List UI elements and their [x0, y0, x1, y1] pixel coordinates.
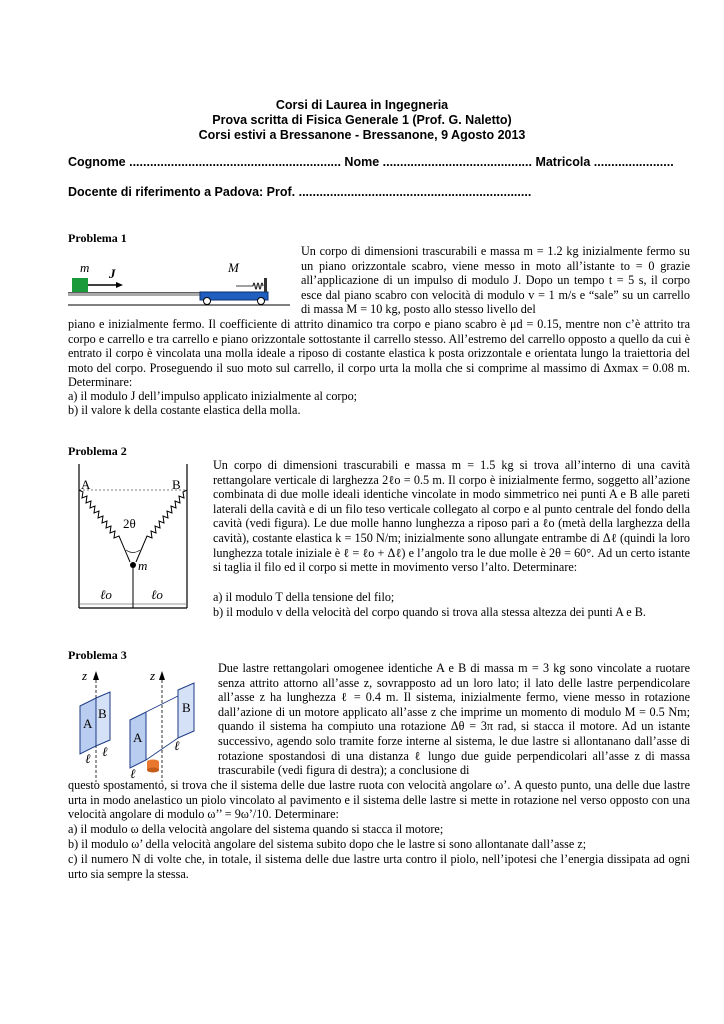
label-l-2: ℓ [102, 744, 108, 759]
problem2-question-b: b) il modulo v della velocità del corpo quando si trova alla stessa altezza dei punti A e B. [213, 605, 646, 619]
label-z-left: z [82, 668, 88, 683]
label-l-3: ℓ [130, 766, 136, 781]
header-line-1: Corsi di Laurea in Ingegneria [275, 98, 449, 112]
label-A-right: A [133, 730, 143, 745]
label-lo-right: ℓo [151, 587, 163, 602]
label-A-left: A [83, 716, 93, 731]
label-lo-left: ℓo [100, 587, 112, 602]
label-l-4: ℓ [174, 738, 180, 753]
label-mass: m [138, 558, 148, 573]
problem2-question-a: a) il modulo T della tensione del filo; [213, 590, 395, 604]
rough-plane [68, 293, 200, 296]
problem1-question-a: a) il modulo J dell’impulso applicato inizialmente al corpo; [68, 389, 358, 403]
label-B: B [172, 477, 181, 492]
teacher-line: Docente di riferimento a Padova: Prof. ................................................................... [68, 185, 532, 199]
problem1-question-b: b) il valore k della costante elastica della molla. [68, 403, 301, 417]
problem1-text-top: Un corpo di dimensioni trascurabili e massa m = 1.2 kg inizialmente fermo su un piano orizzontale scabro, viene messo in moto all’istante to = 0 grazie all’applicazione di un impulso di modulo J. Dopo un tempo t = 5 s, il corpo esce dal piano scabro con velocità di modulo v = 1 m/s e “sale” su un carrello di massa M = 10 kg, posto allo stesso livello del [301, 244, 690, 317]
problem2-text: Un corpo di dimensioni trascurabili e massa m = 1.5 kg si trova all’interno di una cavità rettangolare verticale di larghezza 2ℓo = 0.5 m. Il corpo è inizialmente fermo, soggetto all’azione combinata di due molle ideali identiche vincolate in modo simmetrico nei punti A e B alle pareti laterali della cavità e di un filo teso verticale collegato al corpo e al punto centrale del fondo della cavità (vedi figura). Le due molle hanno lunghezza a riposo pari a ℓo (metà della larghezza della cavità), costante elastica k = 150 N/m; inizialmente sono allungate entrambe di Δℓ (quindi la loro lunghezza totale iniziale è ℓ = ℓo + Δℓ) e l’angolo tra le due molle è 2θ = 60°. Ad un certo istante si taglia il filo ed il corpo si mette in movimento verso l’alto. Determinare: [213, 458, 690, 575]
label-angle: 2θ [123, 516, 136, 531]
problem3-question-a: a) il modulo ω della velocità angolare del sistema quando si stacca il motore; [68, 822, 444, 836]
label-B-left: B [98, 706, 107, 721]
problem1-text-rest: piano e inizialmente fermo. Il coefficiente di attrito dinamico tra corpo e piano scabro è μd = 0.15, mentre non c’è attrito tra corpo e carrello e tra carrello e piano orizzontale sottostante il carrello stesso. All’estremo del carrello opposto a quello da cui è entrato il corpo è vincolata una molla ideale a riposo di costante elastica k posta orizzontale e orientata lungo la traiettoria del moto del corpo. Proseguendo il suo moto sul carrello, il corpo urta la molla che si comprime al massimo di Δxmax = 0.08 m. Determinare: [68, 317, 690, 390]
wheel-right [258, 298, 265, 305]
problem3-question-b: b) il modulo ω’ della velocità angolare del sistema subito dopo che le lastre si sono allontanate dall’asse z; [68, 837, 587, 851]
spring [253, 283, 263, 289]
small-mass-block [72, 278, 88, 292]
problem3-title: Problema 3 [68, 648, 127, 662]
label-z-right: z [150, 668, 156, 683]
student-name-line: Cognome ............................................................. Nome ........................................... Matricola ....................... [68, 155, 674, 169]
problem2-title: Problema 2 [68, 444, 127, 458]
problem3-question-c: c) il numero N di volte che, in totale, il sistema delle due lastre urta contro il piolo, nell’ipotesi che l’energia dissipata ad ogni urto sia sempre la stessa. [68, 852, 690, 881]
label-B-right: B [182, 700, 191, 715]
problem2-figure [68, 462, 198, 612]
problem1-title: Problema 1 [68, 231, 127, 245]
header-line-2: Prova scritta di Fisica Generale 1 (Prof. G. Naletto) [212, 113, 512, 127]
label-M: M [228, 260, 239, 275]
problem1-figure [68, 256, 290, 308]
header-line-3: Corsi estivi a Bressanone - Bressanone, 9 Agosto 2013 [198, 128, 526, 142]
label-J: J [109, 266, 116, 281]
spring-B [136, 490, 187, 562]
mass-point [130, 562, 136, 568]
label-A: A [81, 477, 91, 492]
label-m: m [80, 260, 90, 275]
problem3-text-rest: questo spostamento, si trova che il sistema delle due lastre ruota con velocità angolare ω’. A questo punto, una delle due lastre urta in modo anelastico un piolo vincolato al pavimento e il sistema delle lastre si mette in rotazione nel verso opposto con una velocità angolare di modulo ω’’ = 9ω’/10. Determinare: [68, 778, 690, 822]
problem3-text: Due lastre rettangolari omogenee identiche A e B di massa m = 3 kg sono vincolate a ruotare senza attrito attorno all’asse z, sovrapposto ad un loro lato; il lato delle lastre perpendicolare all’asse z ha lunghezza ℓ = 0.4 m. Il sistema, inizialmente fermo, viene messo in rotazione dall’azione di un motore applicato all’asse z che imprime un momento di modulo M = 0.5 Nm; quando il sistema ha compiuto una rotazione Δθ = 3π rad, si stacca il motore. Ad un istante successivo, agendo solo tramite forze interne al sistema, le due lastre si allontanano dall’asse di rotazione spostandosi di una distanza ℓ lungo due guide perpendicolari all’asse z di massa trascurabile (vedi figura di destra); a conclusione di [218, 661, 690, 778]
wheel-left [204, 298, 211, 305]
problem3-figure [78, 666, 214, 786]
label-l-1: ℓ [85, 751, 91, 766]
